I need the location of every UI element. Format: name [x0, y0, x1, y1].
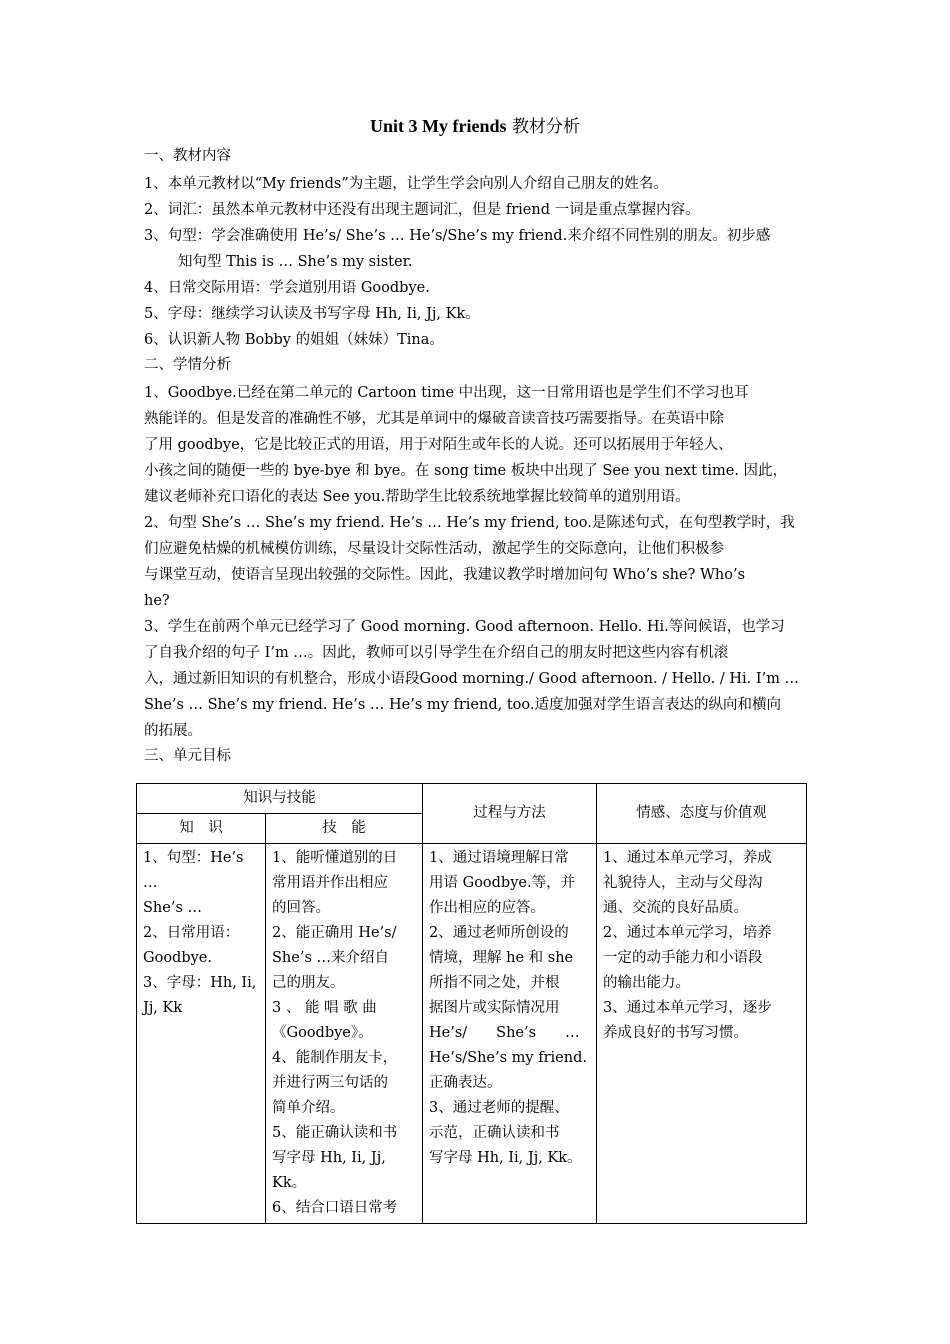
cell-line: Goodbye.: [143, 950, 212, 966]
cell-line: 2、通过老师所创设的: [429, 925, 569, 941]
section-heading-analysis: 二、学情分析: [144, 357, 231, 373]
cell-line: 一定的动手能力和小语段: [603, 950, 763, 966]
cell-line: 的输出能力。: [603, 975, 690, 991]
cell-line: 通、交流的良好品质。: [603, 900, 748, 916]
analysis-line: 1、Goodbye.已经在第二单元的 Cartoon time 中出现，这一日常用语也是学生们不学习也耳: [144, 385, 749, 401]
cell-line: 5、能正确认读和书: [272, 1125, 398, 1141]
analysis-line: 与课堂互动，使语言呈现出较强的交际性。因此，我建议教学时增加问句 Who’s she? Who’s: [144, 567, 746, 583]
cell-line: 2、能正确用 He’s/: [272, 925, 397, 941]
cell-line: 礼貌待人，主动与父母沟: [603, 875, 763, 891]
cell-line: 用语 Goodbye.等，并: [429, 875, 576, 891]
cell-line: 2、通过本单元学习，培养: [603, 925, 772, 941]
analysis-line: 们应避免枯燥的机械模仿训练，尽量设计交际性活动，激起学生的交际意向，让他们积极参: [144, 541, 724, 557]
content-item: 5、字母：继续学习认读及书写字母 Hh, Ii, Jj, Kk。: [144, 306, 480, 322]
analysis-line: 的拓展。: [144, 723, 202, 739]
cell-line: 示范，正确认读和书: [429, 1125, 560, 1141]
cell-line: 简单介绍。: [272, 1100, 345, 1116]
content-item: 4、日常交际用语：学会道别用语 Goodbye.: [144, 280, 430, 296]
cell-line: 写字母 Hh, Ii, Jj,: [272, 1150, 386, 1166]
cell-line: 《Goodbye》。: [272, 1025, 373, 1041]
analysis-line: 了自我介绍的句子 I’m …。因此，教师可以引导学生在介绍自己的朋友时把这些内容有机滚: [144, 645, 729, 661]
cell-skills: [266, 844, 423, 1224]
analysis-line: 3、学生在前两个单元已经学习了 Good morning. Good afternoon. Hello. Hi.等问候语，也学习: [144, 619, 785, 635]
cell-line: She’s …来介绍自: [272, 950, 390, 966]
cell-line: 并进行两三句话的: [272, 1075, 388, 1091]
cell-line: 常用语并作出相应: [272, 875, 388, 891]
cell-knowledge: [137, 844, 266, 1224]
header-process-methods: 过程与方法: [423, 784, 597, 844]
goals-table: [136, 783, 807, 1224]
cell-line: Jj, Kk: [143, 1000, 183, 1016]
cell-line: 1、句型：He’s …: [143, 850, 244, 891]
header-knowledge: 知 识: [137, 814, 266, 844]
cell-line: 3、字母：Hh, Ii,: [143, 975, 257, 991]
cell-line: Kk。: [272, 1175, 307, 1191]
cell-line: 的回答。: [272, 900, 330, 916]
cell-line: 6、结合口语日常考: [272, 1200, 398, 1216]
cell-line: 3、通过本单元学习，逐步: [603, 1000, 772, 1016]
cell-line: He’s/She’s my friend.: [429, 1050, 587, 1066]
content-item: 1、本单元教材以“My friends”为主题，让学生学会向别人介绍自己朋友的姓名。: [144, 176, 668, 192]
cell-line: 据图片或实际情况用: [429, 1000, 560, 1016]
cell-line: 所指不同之处，并根: [429, 975, 560, 991]
cell-line: 1、通过语境理解日常: [429, 850, 569, 866]
cell-line: 1、能听懂道别的日: [272, 850, 398, 866]
title-chinese: 教材分析: [511, 117, 580, 137]
cell-line: 己的朋友。: [272, 975, 345, 991]
analysis-line: 入，通过新旧知识的有机整合，形成小语段Good morning./ Good afternoon. / Hello. / Hi. I’m …: [144, 671, 800, 687]
cell-line: 4、能制作朋友卡，: [272, 1050, 398, 1066]
cell-line: He’s/ She’s …: [429, 1025, 580, 1041]
title-english: Unit 3 My friends: [370, 116, 507, 136]
cell-line: 养成良好的书写习惯。: [603, 1025, 748, 1041]
cell-line: 作出相应的应答。: [429, 900, 545, 916]
section-heading-goals: 三、单元目标: [144, 748, 231, 764]
cell-line: 情境，理解 he 和 she: [429, 950, 574, 966]
cell-emotion: [597, 844, 807, 1224]
content-item: 2、词汇：虽然本单元教材中还没有出现主题词汇，但是 friend 一词是重点掌握内容。: [144, 202, 700, 218]
content-item: 3、句型：学会准确使用 He’s/ She’s … He’s/She’s my friend.来介绍不同性别的朋友。初步感: [144, 228, 771, 244]
analysis-line: 熟能详的。但是发音的准确性不够，尤其是单词中的爆破音读音技巧需要指导。在英语中除: [144, 411, 724, 427]
content-item-continuation: 知句型 This is … She’s my sister.: [178, 254, 413, 270]
analysis-line: 小孩之间的随便一些的 bye-bye 和 bye。在 song time 板块中出现了 See you next time. 因此，: [144, 463, 788, 479]
document-title: [0, 114, 950, 139]
cell-line: 3、通过老师的提醒、: [429, 1100, 569, 1116]
cell-line: She’s …: [143, 900, 203, 916]
cell-line: 2、日常用语：: [143, 925, 240, 941]
cell-line: 正确表达。: [429, 1075, 502, 1091]
header-emotion-values: 情感、态度与价值观: [597, 784, 807, 844]
analysis-line: She’s … She’s my friend. He’s … He’s my friend, too.适度加强对学生语言表达的纵向和横向: [144, 697, 781, 713]
header-skills: 技 能: [266, 814, 423, 844]
header-knowledge-skills: 知识与技能: [137, 784, 423, 814]
cell-process: [423, 844, 597, 1224]
content-item: 6、认识新人物 Bobby 的姐姐（妹妹）Tina。: [144, 332, 444, 348]
cell-line: 3 、 能 唱 歌 曲: [272, 1000, 377, 1016]
analysis-line: he?: [144, 593, 170, 609]
analysis-line: 建议老师补充口语化的表达 See you.帮助学生比较系统地掌握比较简单的道别用语。: [144, 489, 690, 505]
cell-line: 写字母 Hh, Ii, Jj, Kk。: [429, 1150, 582, 1166]
cell-line: 1、通过本单元学习，养成: [603, 850, 772, 866]
document-body: [144, 144, 808, 768]
analysis-line: 了用 goodbye，它是比较正式的用语，用于对陌生或年长的人说。还可以拓展用于年轻人、: [144, 437, 733, 453]
section-heading-content: 一、教材内容: [144, 148, 231, 164]
analysis-line: 2、句型 She’s … She’s my friend. He’s … He’s my friend, too.是陈述句式，在句型教学时，我: [144, 515, 795, 531]
